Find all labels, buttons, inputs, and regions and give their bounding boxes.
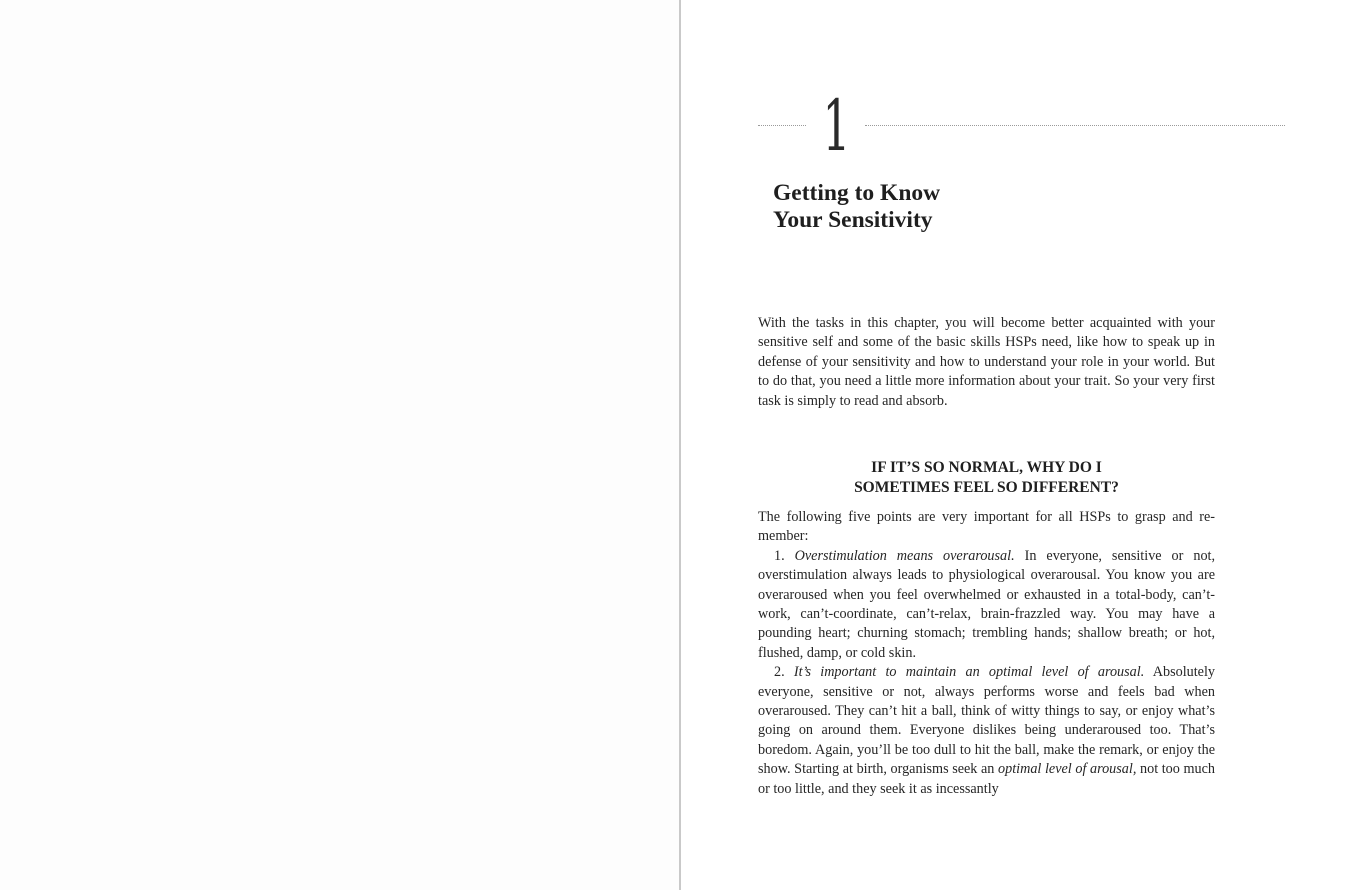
chapter-number: 1 bbox=[822, 85, 851, 167]
left-page-blank bbox=[0, 0, 679, 890]
point-1-title: Overstimulation means overarousal. bbox=[794, 547, 1015, 564]
chapter-title bbox=[773, 180, 1093, 234]
points-lead: The following five points are very important for all HSPs to grasp and remember: bbox=[758, 509, 1215, 545]
section-heading bbox=[758, 458, 1215, 498]
chapter-title-line-2: Your Sensitivity bbox=[773, 207, 933, 233]
point-1 bbox=[758, 547, 1215, 663]
chapter-title-line-1: Getting to Know bbox=[773, 180, 941, 206]
right-page bbox=[681, 0, 1361, 890]
point-1-text: In everyone, sensitive or not, overstimulation always leads to physiological overarousal. You know you are overaroused when you feel overwhelmed or exhausted in a total-body, can’t-work, can’t-coordinate, can’t-relax, brain-frazzled way. You may have a pounding heart; churning stomach; trembling hands; shallow breath; or hot, flushed, damp, or cold skin. bbox=[758, 547, 1216, 661]
point-2-emphasis: optimal level of arousal, bbox=[998, 761, 1137, 778]
chapter-rule-right bbox=[865, 125, 1285, 126]
point-2-text-2: not too much or too little, and they seek it as incessantly bbox=[758, 761, 1215, 797]
point-2-text-1: Absolutely everyone, sensitive or not, always performs worse and feels bad when overaroused. They can’t hit a ball, think of witty things to say, or enjoy what’s going on around them. Everyone dislikes being underaroused too. That’s boredom. Again, you’ll be too dull to hit the ball, make the remark, or enjoy the show. Starting at birth, organisms seek an bbox=[758, 664, 1216, 778]
point-2 bbox=[758, 663, 1215, 799]
point-2-title: It’s important to maintain an optimal level of arousal. bbox=[793, 664, 1145, 681]
chapter-rule-left bbox=[758, 125, 806, 126]
point-2-number: 2. bbox=[774, 664, 785, 681]
intro-paragraph: With the tasks in this chapter, you will become better acquainted with your sensitive self and some of the basic skills HSPs need, like how to speak up in defense of your sensitivity and how to understand your role in your world. But to do that, you need a little more information about your trait. So your very first task is simply to read and absorb. bbox=[758, 315, 1215, 409]
point-1-number: 1. bbox=[774, 547, 785, 564]
section-heading-line-1: IF IT’S SO NORMAL, WHY DO I bbox=[871, 459, 1102, 476]
section-heading-line-2: SOMETIMES FEEL SO DIFFERENT? bbox=[854, 479, 1119, 496]
points-body bbox=[758, 508, 1215, 799]
